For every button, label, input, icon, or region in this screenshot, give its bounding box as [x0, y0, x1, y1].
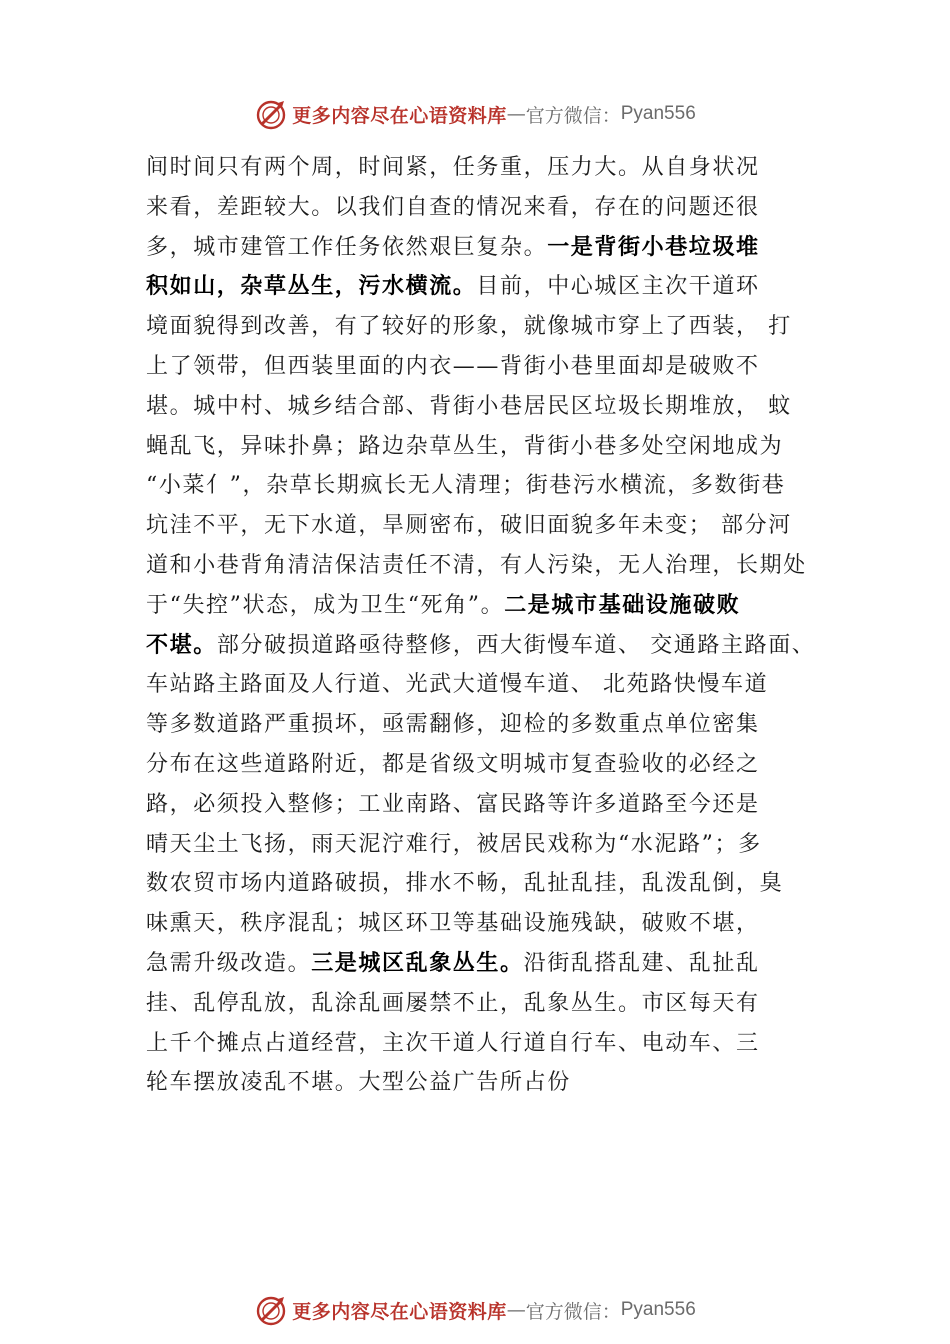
- body-text: 道和小巷背角清洁保洁责任不清，有人污染，无人治理，长期处: [146, 552, 807, 578]
- banner-wechat-label: 官方微信：: [525, 104, 621, 127]
- text-line: [146, 307, 836, 347]
- text-line: [146, 387, 836, 427]
- text-line: [146, 427, 836, 467]
- bold-heading-text: 积如山，杂草丛生，污水横流。: [146, 273, 477, 300]
- text-line: [146, 825, 836, 865]
- text-line: [146, 466, 836, 506]
- banner-title: 更多内容尽在心语资料库: [292, 1300, 507, 1323]
- body-text: 坑洼不平，无下水道，旱厕密布，破旧面貌多年未变； 部分河: [146, 513, 792, 539]
- body-text: 数农贸市场内道路破损，排水不畅，乱扯乱挂，乱泼乱倒，臭: [146, 871, 784, 897]
- text-line: [146, 1024, 836, 1064]
- body-text: 部分破损道路亟待整修，西大街慢车道、 交通路主路面、: [216, 632, 816, 658]
- body-text: 路，必须投入整修；工业南路、富民路等许多道路至今还是: [146, 791, 760, 817]
- body-text: 蝇乱飞，异味扑鼻；路边杂草丛生，背街小巷多处空闲地成为: [146, 433, 784, 459]
- bold-heading-text: 不堪。: [146, 631, 217, 658]
- banner-dash: —: [506, 1299, 526, 1321]
- text-line: [146, 586, 836, 626]
- text-line: [146, 546, 836, 586]
- text-line: [146, 626, 836, 666]
- body-text: 堪。城中村、城乡结合部、背街小巷居民区垃圾长期堆放， 蚊: [146, 393, 792, 419]
- text-line: [146, 705, 836, 745]
- text-line: [146, 745, 836, 785]
- body-text: 晴天尘土飞扬，雨天泥泞难行，被居民戏称为“水泥路”；多: [146, 831, 762, 857]
- banner-wechat-id: Pyan556: [620, 1299, 696, 1320]
- body-text: 沿街乱搭乱建、乱扯乱: [523, 950, 760, 976]
- text-line: [146, 1063, 836, 1103]
- text-line: [146, 228, 836, 268]
- body-text: 分布在这些道路附近，都是省级文明城市复查验收的必经之: [146, 751, 760, 777]
- text-line: [146, 347, 836, 387]
- text-line: [146, 944, 836, 984]
- body-text: 上千个摊点占道经营，主次干道人行道自行车、电动车、三: [146, 1030, 760, 1056]
- brand-logo-icon: [254, 1293, 288, 1327]
- text-line: [146, 785, 836, 825]
- banner-dash: —: [506, 103, 526, 125]
- bold-heading-text: 二是城市基础设施破败: [504, 591, 741, 618]
- body-text: 挂、乱停乱放，乱涂乱画屡禁不止，乱象丛生。市区每天有: [146, 990, 760, 1016]
- text-line: [146, 864, 836, 904]
- header-banner: [0, 94, 950, 134]
- body-text: 上了领带，但西装里面的内衣——背街小巷里面却是破败不: [146, 353, 760, 379]
- banner-wechat-label: 官方微信：: [525, 1300, 621, 1323]
- body-text: 境面貌得到改善，有了较好的形象，就像城市穿上了西装， 打: [146, 314, 792, 340]
- text-line: [146, 148, 836, 188]
- text-line: [146, 665, 836, 705]
- text-line: [146, 984, 836, 1024]
- body-text: 等多数道路严重损坏，亟需翻修，迎检的多数重点单位密集: [146, 712, 760, 738]
- footer-banner: [0, 1290, 950, 1330]
- body-text: 车站路主路面及人行道、光武大道慢车道、 北苑路快慢车道: [146, 672, 769, 698]
- brand-logo-icon: [254, 97, 288, 131]
- body-text: 目前，中心城区主次干道环: [476, 274, 760, 300]
- text-line: [146, 267, 836, 307]
- body-text: “小菜⺅”，杂草长期疯长无人清理；街巷污水横流，多数街巷: [146, 473, 786, 499]
- body-text: 间时间只有两个周，时间紧，任务重，压力大。从自身状况: [146, 155, 760, 180]
- body-text: 味熏天，秩序混乱；城区环卫等基础设施残缺，破败不堪，: [146, 911, 760, 937]
- bold-heading-text: 一是背街小巷垃圾堆: [547, 233, 760, 260]
- banner-title: 更多内容尽在心语资料库: [292, 104, 507, 127]
- banner-wechat-id: Pyan556: [620, 103, 696, 124]
- body-text: 急需升级改造。: [146, 950, 312, 976]
- bold-heading-text: 三是城区乱象丛生。: [311, 949, 524, 976]
- text-line: [146, 506, 836, 546]
- text-line: [146, 904, 836, 944]
- document-body: [146, 148, 836, 1103]
- text-line: [146, 188, 836, 228]
- body-text: 来看，差距较大。以我们自查的情况来看，存在的问题还很: [146, 194, 760, 220]
- body-text: 于“失控”状态，成为卫生“死角”。: [146, 592, 505, 618]
- body-text: 多，城市建管工作任务依然艰巨复杂。: [146, 234, 548, 260]
- body-text: 轮车摆放凌乱不堪。大型公益广告所占份: [146, 1070, 571, 1096]
